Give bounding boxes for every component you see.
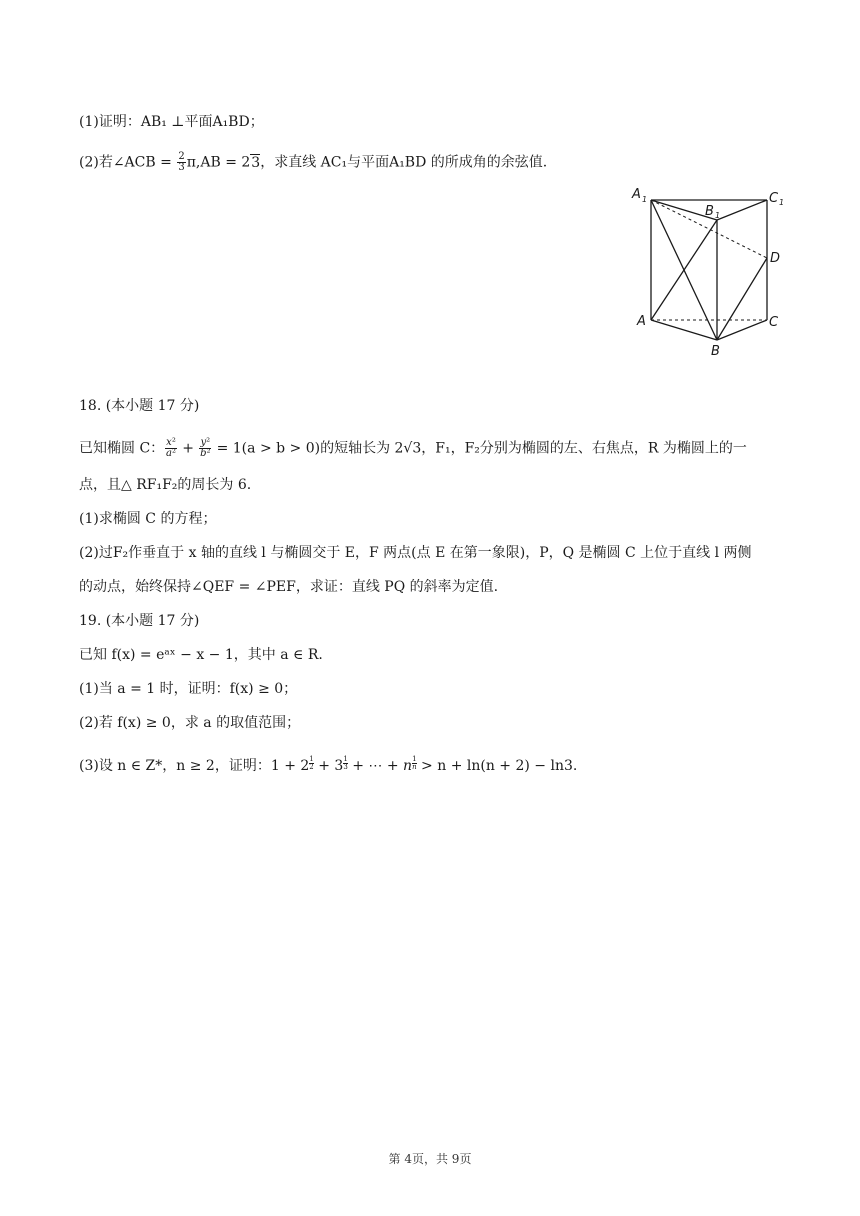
fraction-2-3: $\frac{2}{3}$ bbox=[178, 151, 185, 173]
label-b: B bbox=[711, 344, 720, 359]
q17-part2 bbox=[79, 152, 547, 173]
label-a1-sub: 1 bbox=[642, 195, 648, 204]
label-b1-sub: 1 bbox=[715, 211, 721, 220]
label-c1: C bbox=[769, 191, 779, 206]
q19-part2: (2)若 f(x) ≥ 0，求 a 的取值范围； bbox=[79, 715, 301, 731]
q17-part2-mid: π,AB = 2 bbox=[186, 154, 251, 171]
label-d: D bbox=[770, 251, 781, 266]
page-footer: 第 4页，共 9页 bbox=[388, 1152, 472, 1166]
q18-heading: 18. (本小题 17 分) bbox=[79, 398, 200, 414]
fraction-y2-b2: $\frac{\text{y²}}{\text{b²}}$ bbox=[200, 437, 211, 459]
q18-line1-pre: 已知椭圆 C： bbox=[79, 440, 165, 457]
sqrt-3: 3 bbox=[251, 154, 261, 171]
q18-part2-line1: (2)过F₂作垂直于 x 轴的直线 l 与椭圆交于 E，F 两点(点 E 在第一象限)，P，Q 是椭圆 C 上位于直线 l 两侧 bbox=[79, 545, 752, 561]
prism-figure bbox=[625, 180, 785, 360]
label-c1-sub: 1 bbox=[779, 198, 785, 207]
fraction-x2-a2: $\frac{\text{x²}}{\text{a²}}$ bbox=[166, 437, 176, 459]
q17-part2-post: ，求直线 AC₁与平面A₁BD 的所成角的余弦值. bbox=[260, 154, 548, 171]
exp-1-n: $\frac{1}{n}$ bbox=[412, 755, 417, 771]
q18-line2: 点，且△ RF₁F₂的周长为 6. bbox=[79, 477, 252, 493]
label-c: C bbox=[769, 315, 779, 330]
label-a: A bbox=[637, 314, 646, 329]
q18-line1-post: = 1(a > b > 0)的短轴长为 2√3，F₁，F₂分别为椭圆的左、右焦点，R 为椭圆上的一 bbox=[212, 440, 747, 457]
q18-line1: 已知椭圆 C： $\frac{\text{x²}}{\text{a²}}$ + $\frac{\text{y²}}{\text{b²}}$ = 1(a > b > 0)的短轴长为 2√3，F₁，F₂分别为椭圆的左、右焦点，R 为椭圆上的一 bbox=[79, 437, 747, 459]
q19-part3: (3)设 n ∈ Z*，n ≥ 2，证明：1 + 2 $\frac{1}{2}$ + 3 $\frac{1}{3}$ + ⋯ + n $\frac{1}{n}$ > n + ln(n + 2) − ln3. bbox=[79, 755, 578, 774]
q19-part1: (1)当 a = 1 时，证明：f(x) ≥ 0； bbox=[79, 681, 298, 697]
q18-part1: (1)求椭圆 C 的方程； bbox=[79, 511, 217, 527]
q17-part2-pre: (2)若∠ACB = bbox=[79, 154, 177, 171]
q19-heading: 19. (本小题 17 分) bbox=[79, 613, 200, 629]
q19-line1: 已知 f(x) = eᵃˣ − x − 1，其中 a ∈ R. bbox=[79, 647, 323, 663]
label-b1: B bbox=[705, 204, 714, 219]
q18-part2-line2: 的动点，始终保持∠QEF = ∠PEF，求证：直线 PQ 的斜率为定值. bbox=[79, 579, 499, 595]
exp-1-2: $\frac{1}{2}$ bbox=[309, 755, 314, 771]
exp-1-3: $\frac{1}{3}$ bbox=[343, 755, 348, 771]
q19-part3-pre: (3)设 n ∈ Z*，n ≥ 2，证明：1 + 2 bbox=[79, 758, 310, 774]
q17-part1: (1)证明：AB₁ ⊥平面A₁BD； bbox=[79, 114, 264, 130]
q19-part3-post: > n + ln(n + 2) − ln3. bbox=[416, 758, 578, 774]
label-a1: A bbox=[632, 187, 641, 202]
